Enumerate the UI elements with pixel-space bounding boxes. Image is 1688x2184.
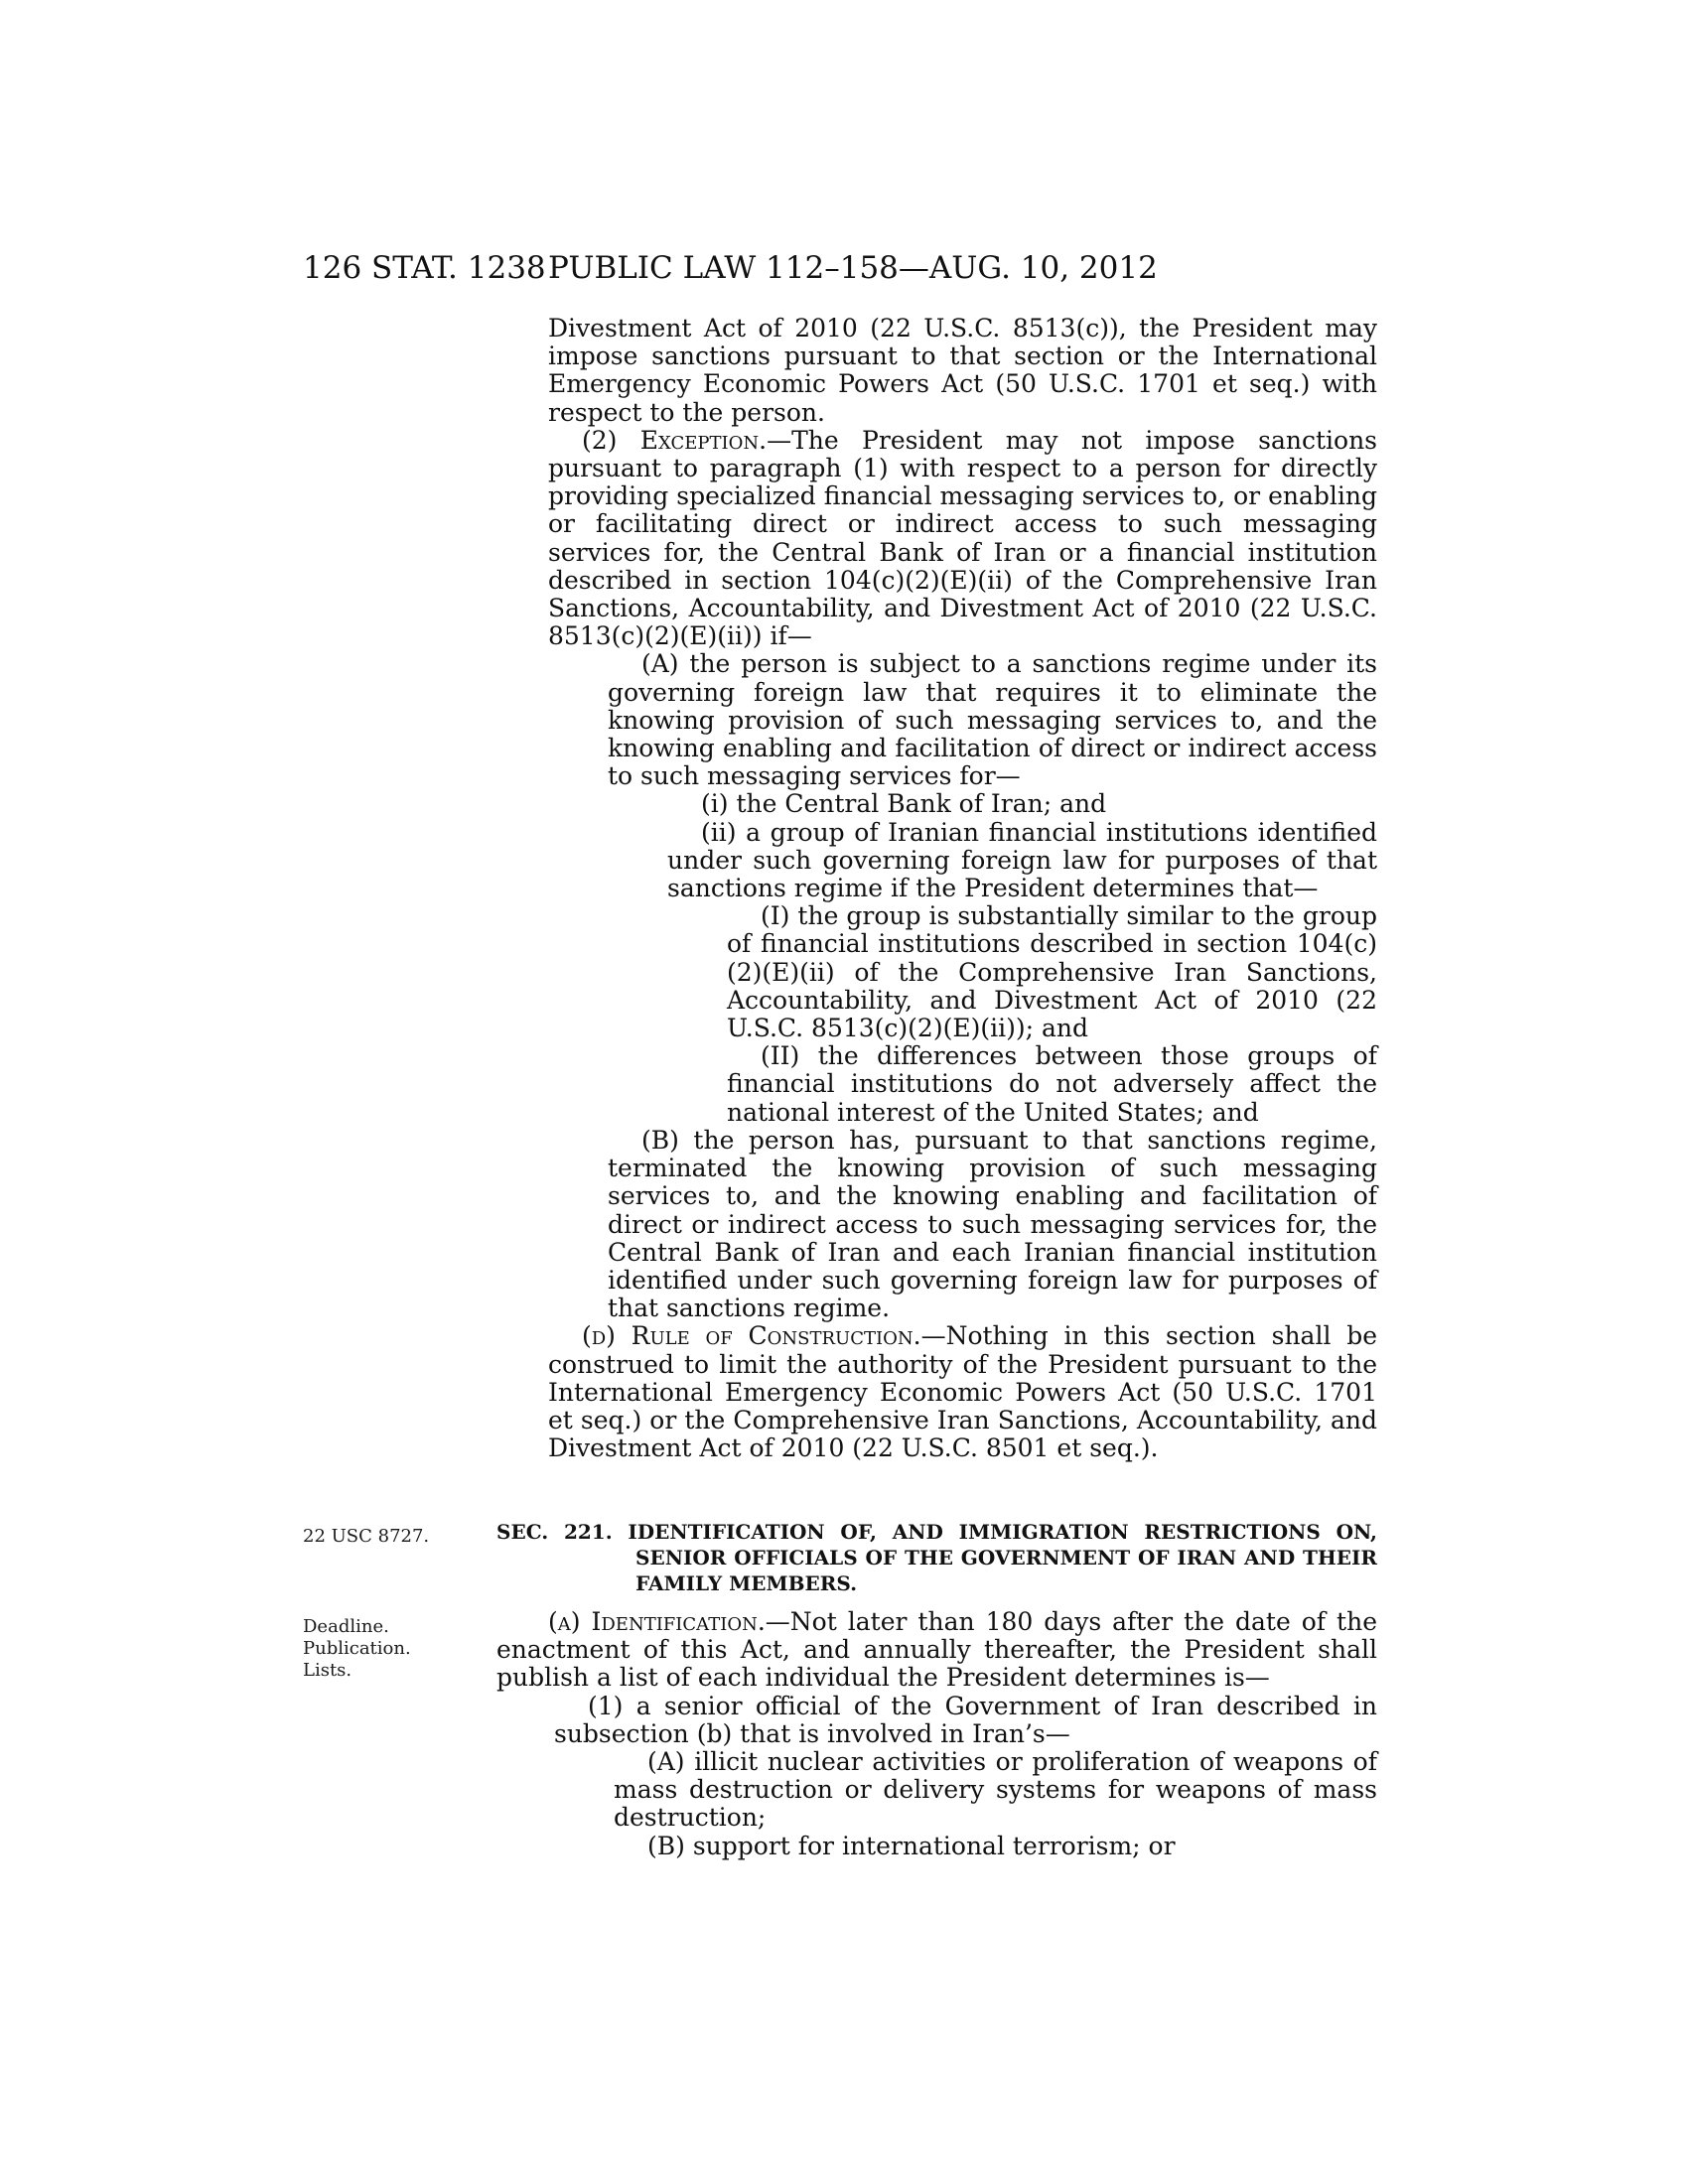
paragraph-exception: [548, 427, 1377, 651]
exception-label: (2) Exception.: [582, 425, 768, 455]
paragraph-identification: [496, 1608, 1377, 1693]
subparagraph-a: (A) the person is subject to a sanctions regime under its governing foreign law that requires it to eliminate the knowing provision of such messaging services to, and the knowing enabling and facilitation of direct or indirect access to such messaging services for—: [608, 649, 1377, 791]
margin-note-group: [303, 1616, 452, 1682]
margin-note-lists: Lists.: [303, 1660, 352, 1681]
body-text-upper: [548, 315, 1377, 1462]
body-text-lower: [496, 1608, 1377, 1860]
identification-text: —Not later than 180 days after the date of the enactment of this Act, and annually thereafter, the President shall publish a list of each individual the President determines is—: [496, 1607, 1377, 1693]
subparagraph-b: (B) the person has, pursuant to that sanctions regime, terminated the knowing provision of such messaging services to, and the knowing enabling and facilitation of direct or indirect access to such messaging services for, the Central Bank of Iran and each Iranian financial institution identified under such governing foreign law for purposes of that sanctions regime.: [608, 1125, 1377, 1323]
running-header-title: PUBLIC LAW 112–158—AUG. 10, 2012: [548, 250, 1158, 286]
paragraph-rule-of-construction: [548, 1322, 1377, 1462]
section-heading: SEC. 221. IDENTIFICATION OF, AND IMMIGRATION RESTRICTIONS ON, SENIOR OFFICIALS OF THE GOVERNMENT OF IRAN AND THEIR FAMILY MEMBERS.: [496, 1520, 1377, 1595]
subparagraph-A: (A) illicit nuclear activities or proliferation of weapons of mass destruction or delivery systems for weapons of mass destruction;: [614, 1747, 1377, 1833]
margin-note-publication: Publication.: [303, 1638, 411, 1659]
subclause-I: (I) the group is substantially similar to the group of financial institutions described in section 104(c)(2)(E)(ii) of the Comprehensive Iran Sanctions, Accountability, and Divestment Act of 2010 (22 U.S.C. 8513(c)(2)(E)(ii)); and: [727, 901, 1377, 1043]
rule-label: (d) Rule of Construction.: [582, 1321, 921, 1351]
rule-text: —Nothing in this section shall be construed to limit the authority of the President pursuant to the International Emergency Economic Powers Act (50 U.S.C. 1701 et seq.) or the Comprehensive Iran Sanctions, Accountability, and Divestment Act of 2010 (22 U.S.C. 8501 et seq.).: [548, 1321, 1377, 1463]
statute-page-number: 126 STAT. 1238: [303, 250, 546, 286]
clause-i: (i) the Central Bank of Iran; and: [701, 789, 1107, 819]
paragraph-1: (1) a senior official of the Government of Iran described in subsection (b) that is involved in Iran’s—: [554, 1691, 1377, 1748]
margin-note-usc: 22 USC 8727.: [303, 1526, 430, 1547]
subclause-II: (II) the differences between those groups of financial institutions do not adversely affect the national interest of the United States; and: [727, 1041, 1377, 1127]
paragraph-continuation: Divestment Act of 2010 (22 U.S.C. 8513(c)), the President may impose sanctions pursuant to that section or the International Emergency Economic Powers Act (50 U.S.C. 1701 et seq.) with respect to the person.: [548, 314, 1377, 427]
margin-note-deadline: Deadline.: [303, 1616, 389, 1637]
exception-text: —The President may not impose sanctions pursuant to paragraph (1) with respect to a person for directly providing specialized financial messaging services to, or enabling or facilitating direct or indirect access to such messaging services for, the Central Bank of Iran or a financial institution described in section 104(c)(2)(E)(ii) of the Comprehensive Iran Sanctions, Accountability, and Divestment Act of 2010 (22 U.S.C. 8513(c)(2)(E)(ii)) if—: [548, 425, 1377, 651]
subparagraph-B: (B) support for international terrorism; or: [647, 1831, 1176, 1860]
clause-ii: (ii) a group of Iranian financial institutions identified under such governing foreign law for purposes of that sanctions regime if the President determines that—: [667, 817, 1377, 903]
identification-label: (a) Identification.: [548, 1607, 766, 1636]
